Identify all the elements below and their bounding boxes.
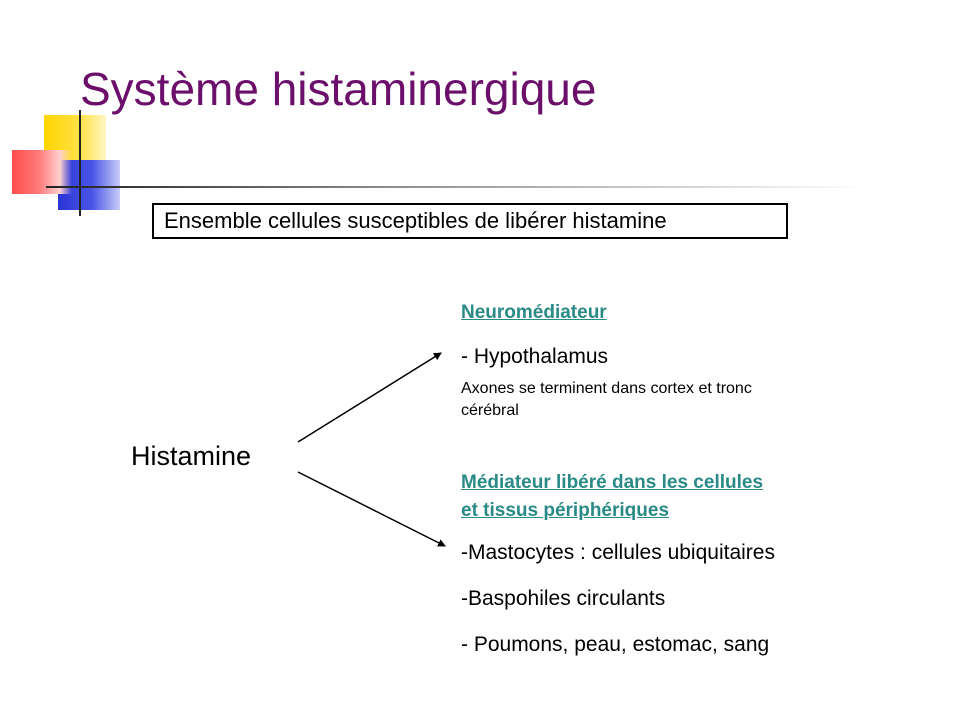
definition-box: Ensemble cellules susceptibles de libérer histamine <box>152 203 788 239</box>
peripheral-link-line2[interactable]: et tissus périphériques <box>461 500 670 521</box>
peripheral-item: - Poumons, peau, estomac, sang <box>461 633 770 656</box>
slide-title: Système histaminergique <box>80 63 597 115</box>
neuro-block <box>461 299 752 422</box>
neuro-note-line1: Axones se terminent dans cortex et tronc <box>461 380 752 397</box>
peripheral-block <box>461 469 775 660</box>
histamine-label: Histamine <box>131 441 252 471</box>
peripheral-item: -Baspohiles circulants <box>461 587 666 610</box>
peripheral-item: -Mastocytes : cellules ubiquitaires <box>461 541 775 564</box>
neuro-note-line2: cérébral <box>461 402 519 419</box>
arrow-up <box>298 353 441 442</box>
neuromediateur-link[interactable]: Neuromédiateur <box>461 302 607 323</box>
peripheral-link-line1[interactable]: Médiateur libéré dans les cellules <box>461 472 764 493</box>
neuro-item-hypothalamus: - Hypothalamus <box>461 345 609 368</box>
arrow-down <box>298 472 445 546</box>
